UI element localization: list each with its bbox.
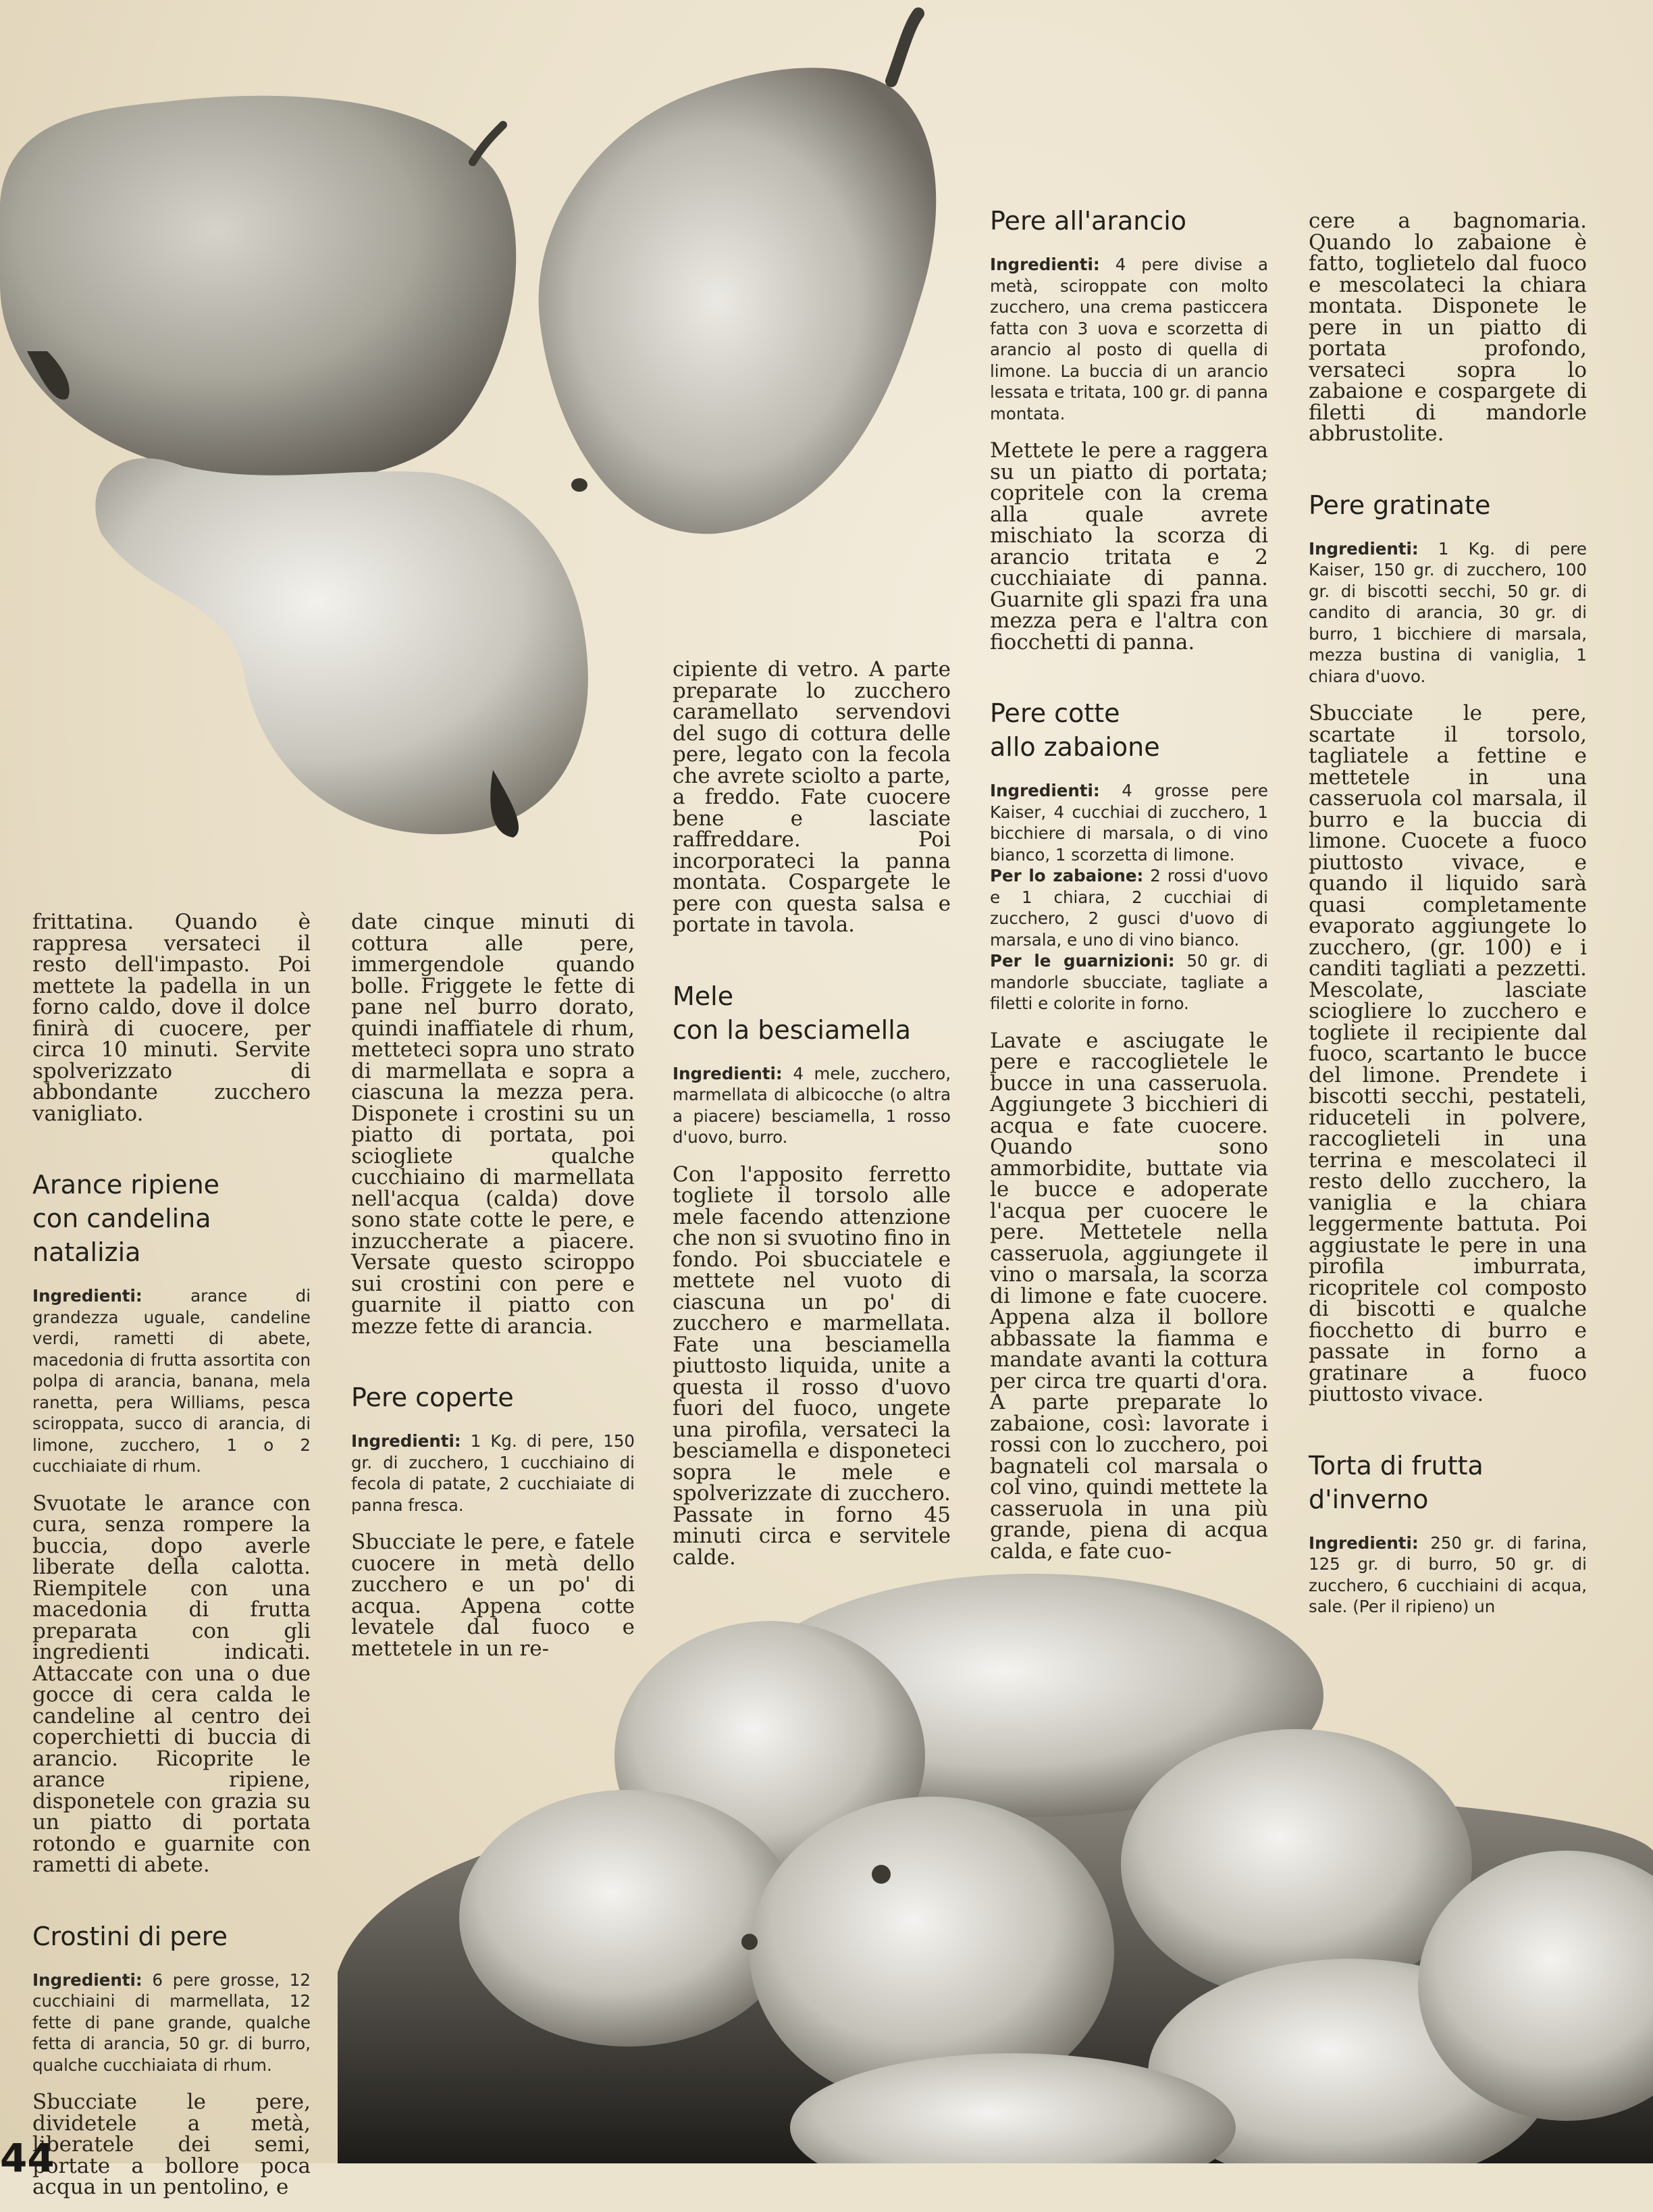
- ingredients-torta: [1309, 1533, 1587, 1618]
- recipe-title-coperte: Pere coperte: [351, 1383, 514, 1412]
- ingredients-text: 50 gr. di mandorle sbucciate, tagliate a filetti e colorite in forno.: [990, 951, 1268, 1013]
- intro-paragraph: cipiente di vetro. A parte preparate lo zucchero caramellato servendovi del sugo di cottura delle pere, legato con la fecola che avrete sciolto a parte, a freddo. Fate cuocere bene e lasciate raffreddare. Poi incorporateci la panna montata. Cospargete le pere con questa salsa e portate in tavola.: [673, 657, 951, 937]
- ingredients-text: 4 pere divise a metà, sciroppate con molto zucchero, una crema pasticcera fatta con 3 uova e scorzetta di arancio al posto di quella di limone. La buccia di un arancio lessata e tritata, 100 gr. di panna montata.: [990, 255, 1268, 423]
- ingredients-label: Ingredienti:: [990, 781, 1100, 800]
- ingredients-label: Ingredienti:: [32, 1286, 142, 1306]
- ingredients-label: Ingredienti:: [673, 1063, 783, 1083]
- ingredients-label: Ingredienti:: [1309, 538, 1419, 559]
- ingredients-text: 1 Kg. di pere Kaiser, 150 gr. di zucchero, 100 gr. di biscotti secchi, 50 gr. di candito di arancia, 30 gr. di burro, 1 bicchiere di marsala, mezza bustina di vaniglia, 1 chiara d'uovo.: [1309, 538, 1587, 686]
- recipe-title-line: d'inverno: [1309, 1484, 1429, 1514]
- ingredients-text: 4 mele, zucchero, marmellata di albicocche (o altra a piacere) besciamella, 1 rosso d'uovo, burro.: [673, 1063, 951, 1147]
- intro-paragraph: cere a bagnomaria. Quando lo zabaione è fatto, toglietelo dal fuoco e mescolateci la chiara montata. Disponete le pere in un piatto di portata profondo, versateci sopra lo zabaione e cospargete di filetti di mandorle abbrustolite.: [1309, 209, 1587, 446]
- ingredients-crostini: [32, 1970, 311, 2076]
- column-1: [32, 912, 311, 2212]
- recipe-title-gratinate: Pere gratinate: [1309, 490, 1491, 520]
- column-5: [1309, 211, 1587, 1634]
- recipe-body-arancio: Mettete le pere a raggera su un piatto di portata; copritele con la crema alla quale avrete mischiato la scorza di arancio tritata e 2 cucchiaiate di panna. Guarnite gli spazi fra una mezza pera e l'altra con fiocchetti di panna.: [990, 438, 1268, 654]
- recipe-body-mele: Con l'apposito ferretto togliete il torsolo alle mele facendo attenzione che non si svuotino fino in fondo. Poi sbucciatele e mettete nel vuoto di ciascuna un po' di zucchero e marmellata. Fate una besciamella piuttosto liquida, unite a questa il rosso d'uovo fuori del fuoco, ungete una pirofila, versateci la besciamella e disponeteci sopra le mele e spolverizzate di zucchero. Passate in forno 45 minuti circa e servitele calde.: [673, 1162, 951, 1570]
- ingredients-text: 250 gr. di farina, 125 gr. di burro, 50 gr. di zucchero, 6 cucchiaini di acqua, sale. (Per il ripieno) un: [1309, 1533, 1587, 1616]
- recipe-body-zabaione: Lavate e asciugate le pere e raccoglietele le bucce in una casseruola. Aggiungete 3 bicchieri di acqua e fate cuocere. Quando sono ammorbidite, buttate via le bucce e adoperate l'acqua per cuocere le pere. Mettetele nella casseruola, aggiungete il vino o marsala, la scorza di limone e fate cuocere. Appena alza il bollore abbassate la fiamma e mandate avanti la cottura per circa tre quarti d'ora. A parte preparate lo zabaione, così: lavorate i rossi con lo zucchero, poi bagnateli col marsala o col vino, quindi mettete la casseruola in una più grande, piena di acqua calda, e fate cuo-: [990, 1028, 1268, 1564]
- ingredients-zabaione-sauce: [990, 865, 1268, 950]
- column-2: [351, 912, 635, 1673]
- recipe-title-crostini: Crostini di pere: [32, 1921, 228, 1951]
- recipe-title-arance: [32, 1168, 311, 1269]
- recipe-title-line: con la besciamella: [673, 1014, 912, 1045]
- ingredients-label: Ingredienti:: [1309, 1533, 1419, 1553]
- ingredients-text: 2 rossi d'uovo e 1 chiara, 2 cucchiai di zucchero, 2 gusci d'uovo di marsala, e uno di vino bianco.: [990, 866, 1268, 950]
- ingredients-arance: [32, 1285, 311, 1477]
- recipe-title-line: Torta di frutta: [1309, 1450, 1484, 1481]
- recipe-title-line: con candelina natalizia: [32, 1204, 211, 1267]
- ingredients-zabaione-garnish: [990, 950, 1268, 1014]
- recipe-title-line: Mele: [673, 981, 734, 1011]
- recipe-title-line: Pere cotte: [990, 698, 1120, 728]
- recipe-title-torta: [1309, 1449, 1587, 1516]
- ingredients-label: Ingredienti:: [990, 255, 1100, 274]
- ingredients-text: 1 Kg. di pere, 150 gr. di zucchero, 1 cucchiaino di fecola di patate, 2 cucchiaiate di panna fresca.: [351, 1431, 635, 1515]
- intro-paragraph: frittatina. Quando è rappresa versateci il resto dell'impasto. Poi mettete la padella in un forno caldo, dove il dolce finirà di cuocere, per circa 10 minuti. Servite spolverizzato di abbondante zucchero vanigliato.: [32, 910, 311, 1126]
- ingredients-zabaione: [990, 780, 1268, 865]
- recipe-title-line: allo zabaione: [990, 732, 1160, 762]
- ingredients-gratinate: [1309, 538, 1587, 688]
- recipe-body-crostini: Sbucciate le pere, dividetele a metà, liberatele dei semi, portate a bollore poca acqua in un pentolino, e: [32, 2090, 311, 2199]
- column-4: [990, 204, 1268, 1576]
- ingredients-text: arance di grandezza uguale, candeline verdi, rametti di abete, macedonia di frutta assortita con polpa di arancia, banana, mela ranetta, pera Williams, pesca sciroppata, succo di arancia, di limone, zucchero, 1 o 2 cucchiaiate di rhum.: [32, 1286, 311, 1476]
- recipe-title-arancio: Pere all'arancio: [990, 206, 1187, 236]
- ingredients-label: Ingredienti:: [351, 1431, 461, 1451]
- ingredients-text: 4 grosse pere Kaiser, 4 cucchiai di zucchero, 1 bicchiere di marsala, o di vino bianco, 1 scorzetta di limone.: [990, 781, 1268, 865]
- column-3: [673, 659, 951, 1582]
- recipe-title-mele: [673, 979, 951, 1047]
- recipe-title-line: Arance ripiene: [32, 1170, 220, 1200]
- recipe-body-coperte: Sbucciate le pere, e fatele cuocere in metà dello zucchero e un po' di acqua. Appena cotte levatele dal fuoco e mettetele in un re-: [351, 1530, 635, 1661]
- page-number: 44: [0, 2135, 55, 2181]
- ingredients-coperte: [351, 1431, 635, 1516]
- ingredients-label: Ingredienti:: [32, 1970, 142, 1990]
- recipe-title-zabaione: [990, 696, 1268, 764]
- recipe-body-gratinate: Sbucciate le pere, scartate il torsolo, tagliatele a fettine e mettetele in una casseruola col marsala, il burro e la buccia di limone. Cuocete a fuoco piuttosto vivace, e quando il liquido sarà quasi completamente evaporato aggiungete lo zucchero, (gr. 100) e i canditi tagliati a pezzetti. Mescolate, lasciate sciogliere lo zucchero e togliete il recipiente dal fuoco, scartanto le bucce del limone. Prendete i biscotti secchi, pestateli, riduceteli in polvere, raccoglieteli in una terrina e mescolateci il resto dello zucchero, la vaniglia e la chiara leggermente battuta. Poi aggiustate le pere in una pirofila imburrata, ricopritele col composto di biscotti e qualche fiocchetto di burro e passate in forno a gratinare a fuoco piuttosto vivace.: [1309, 701, 1587, 1406]
- ingredients-label: Per le guarnizioni:: [990, 951, 1175, 971]
- ingredients-label: Per lo zabaione:: [990, 866, 1144, 885]
- ingredients-arancio: [990, 254, 1268, 424]
- ingredients-text: 6 pere grosse, 12 cucchiaini di marmellata, 12 fette di pane grande, qualche fetta di arancia, 50 gr. di burro, qualche cucchiaiata di rhum.: [32, 1970, 311, 2075]
- ingredients-mele: [673, 1063, 951, 1148]
- pear-photo: [513, 0, 999, 554]
- intro-paragraph: date cinque minuti di cottura alle pere, immergendole quando bolle. Friggete le fette di pane nel burro dorato, quindi inaffiatele di rhum, metteteci sopra uno strato di marmellata e sopra a ciascuna la mezza pera. Disponete i crostini su un piatto di portata, poi sciogliete qualche cucchiaino di marmellata nell'acqua (calda) dove sono state cotte le pere, e inzuccherate a piacere. Versate questo sciroppo sui crostini con pere e guarnite il piatto con mezze fette di arancia.: [351, 910, 635, 1339]
- recipe-body-arance: Svuotate le arance con cura, senza rompere la buccia, dopo averle liberate della calotta. Riempitele con una macedonia di frutta preparata con gli ingredienti indicati. Attaccate con una o due gocce di cera calda le candeline al centro dei coperchietti di buccia di arancio. Ricoprite le arance ripiene, disponetele con grazia su un piatto di portata rotondo e guarnite con rametti di abete.: [32, 1491, 311, 1877]
